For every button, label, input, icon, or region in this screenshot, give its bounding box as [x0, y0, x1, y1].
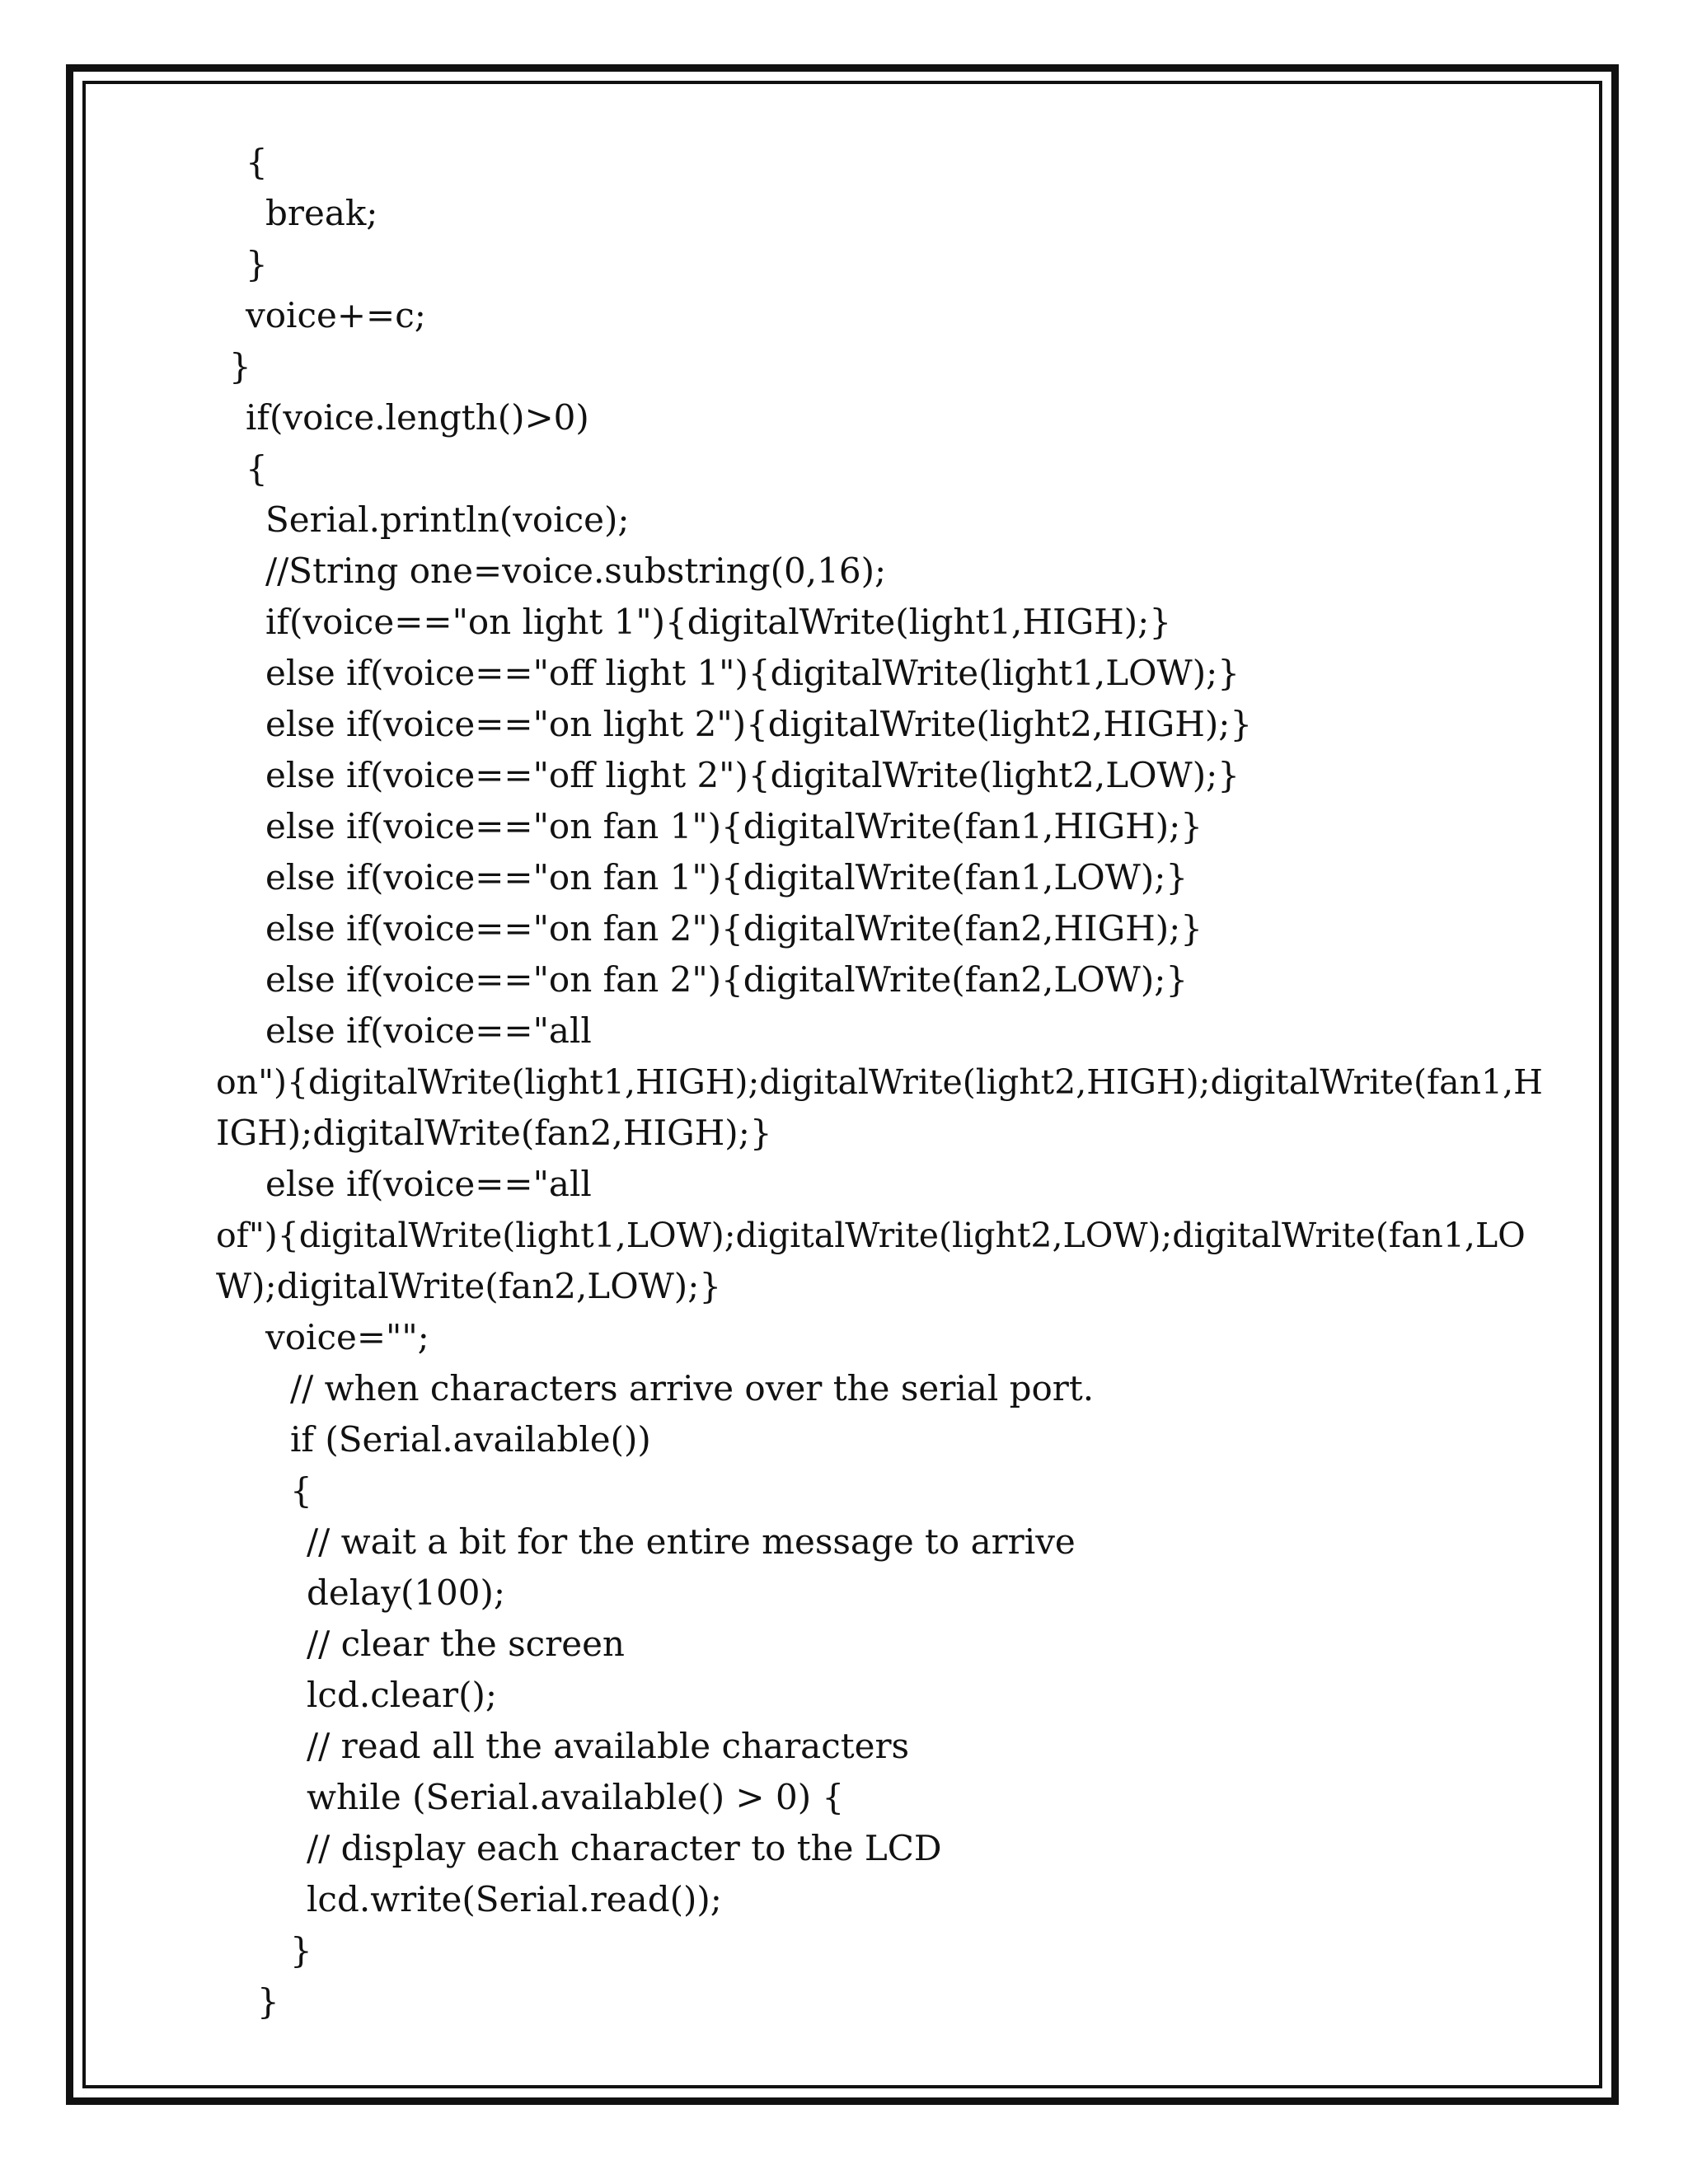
code-line: lcd.write(Serial.read());: [307, 1879, 722, 1919]
code-line: }: [290, 1930, 312, 1971]
code-line: else if(voice=="all: [265, 1164, 592, 1204]
code-line: else if(voice=="off light 1"){digitalWrite(light1,LOW);}: [265, 653, 1240, 693]
code-line: IGH);digitalWrite(fan2,HIGH);}: [216, 1113, 772, 1153]
code-line: //String one=voice.substring(0,16);: [265, 551, 887, 591]
code-line: else if(voice=="off light 2"){digitalWrite(light2,LOW);}: [265, 755, 1240, 795]
code-line: delay(100);: [307, 1572, 506, 1613]
code-line: else if(voice=="on light 2"){digitalWrite(light2,HIGH);}: [265, 704, 1253, 744]
code-line: else if(voice=="on fan 1"){digitalWrite(fan1,HIGH);}: [265, 806, 1203, 846]
code-line: of"){digitalWrite(light1,LOW);digitalWrite(light2,LOW);digitalWrite(fan1,LO: [216, 1216, 1526, 1255]
code-line: {: [246, 448, 268, 489]
code-line: W);digitalWrite(fan2,LOW);}: [216, 1266, 722, 1306]
code-line: if(voice=="on light 1"){digitalWrite(light1,HIGH);}: [265, 602, 1172, 642]
code-line: }: [246, 244, 268, 284]
code-line: lcd.clear();: [307, 1675, 498, 1715]
code-line: else if(voice=="all: [265, 1010, 592, 1051]
code-line: break;: [265, 193, 378, 233]
code-line: // clear the screen: [307, 1624, 625, 1664]
code-line: // when characters arrive over the serial port.: [290, 1368, 1095, 1408]
code-line: {: [290, 1470, 312, 1511]
code-line: else if(voice=="on fan 2"){digitalWrite(fan2,LOW);}: [265, 959, 1189, 1000]
code-line: while (Serial.available() > 0) {: [307, 1777, 845, 1817]
code-line: on"){digitalWrite(light1,HIGH);digitalWrite(light2,HIGH);digitalWrite(fan1,H: [216, 1062, 1543, 1102]
code-line: }: [257, 1981, 279, 2022]
code-line: {: [246, 142, 268, 182]
code-line: else if(voice=="on fan 2"){digitalWrite(fan2,HIGH);}: [265, 908, 1203, 949]
code-line: // wait a bit for the entire message to arrive: [307, 1521, 1076, 1562]
code-line: Serial.println(voice);: [265, 499, 630, 540]
code-line: if(voice.length()>0): [246, 397, 589, 438]
code-line: if (Serial.available()): [290, 1419, 651, 1460]
code-line: voice="";: [265, 1317, 429, 1357]
code-line: voice+=c;: [246, 295, 426, 335]
code-line: else if(voice=="on fan 1"){digitalWrite(fan1,LOW);}: [265, 857, 1189, 898]
code-line: }: [229, 346, 251, 387]
code-line: // read all the available characters: [307, 1726, 910, 1766]
code-line: // display each character to the LCD: [307, 1828, 942, 1868]
